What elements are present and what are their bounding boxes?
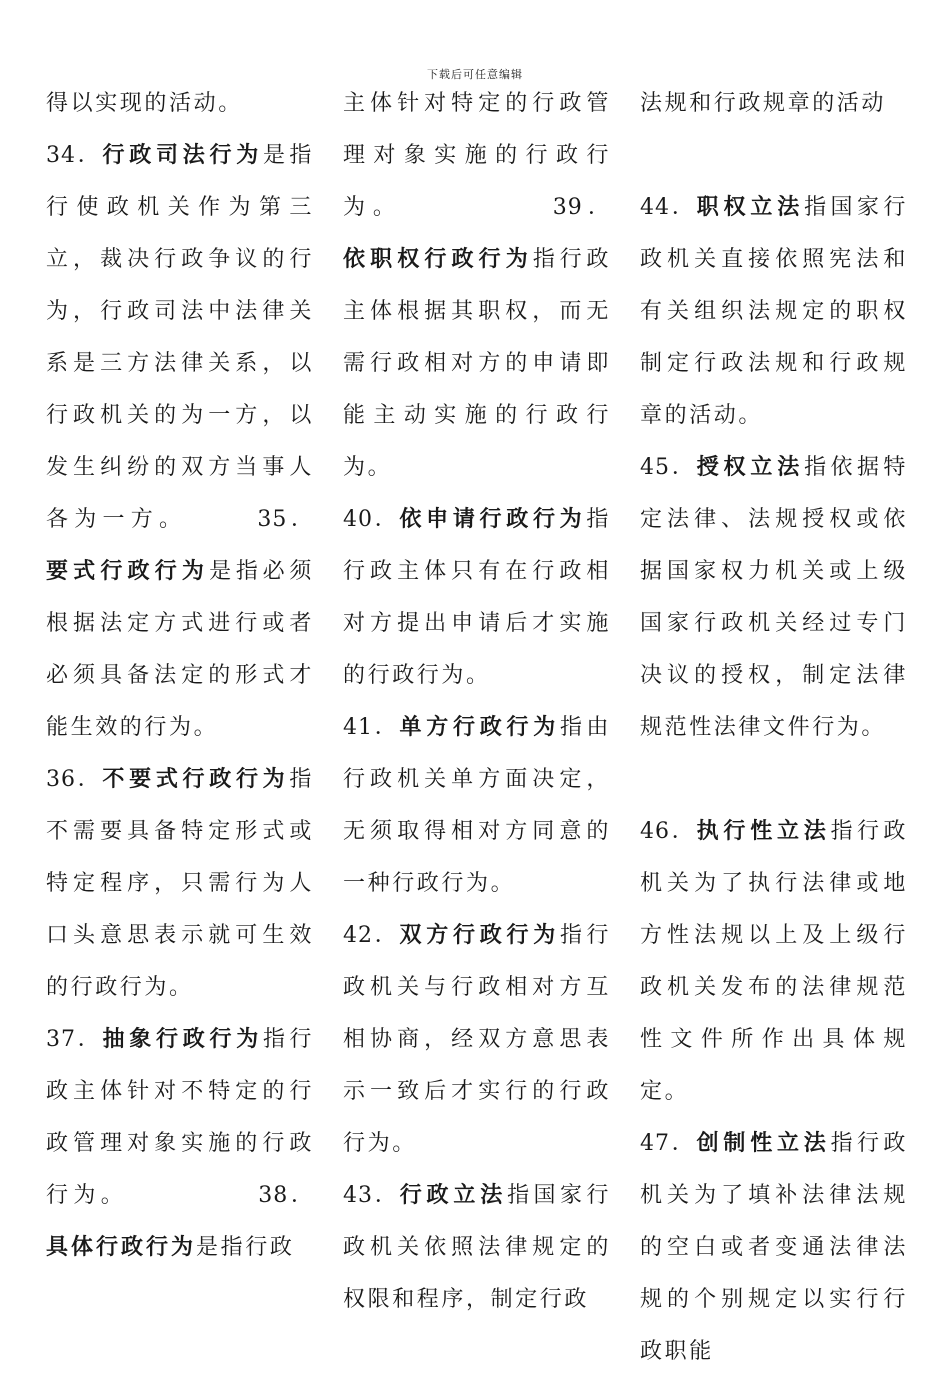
definition-text: 指不需要具备特定形式或特定程序，只需行为人口头意思表示就可生效的行政行为。 — [46, 767, 314, 1000]
definition-text: 指依据特定法律、法规授权或依据国家权力机关或上级国家行政机关经过专门决议的授权，制定法律规范性法律文件行为。 — [640, 455, 908, 740]
paragraph — [640, 78, 908, 130]
definition-text: 指国家行政机关直接依照宪法和有关组织法规定的职权制定行政法规和行政规章的活动。 — [640, 195, 908, 428]
entry-number: 45． — [640, 455, 697, 480]
term: 具体行政行为 — [46, 1235, 197, 1260]
term: 授权立法 — [696, 455, 805, 480]
term: 依申请行政行为 — [399, 507, 587, 532]
definition-text: 指行政机关为了填补法律法规的空白或者变通法律法规的个别规定以实行行政职能 — [640, 1131, 908, 1364]
definition-text: 指行政主体只有在行政相对方提出申请后才实施的行政行为。 — [343, 507, 611, 688]
entry-number: 40． — [343, 507, 400, 532]
definition-46 — [640, 806, 908, 1118]
paragraph — [343, 78, 611, 494]
entry-number: 39． — [552, 195, 611, 220]
entry-number: 41． — [343, 715, 400, 740]
definition-text: 是指行使政机关作为第三立，裁决行政争议的行为，行政司法中法律关系是三方法律关系，以行政机关的为一方，以发生纠纷的双方当事人各为一方。 — [46, 143, 315, 532]
term: 抽象行政行为 — [102, 1027, 264, 1052]
term: 要式行政行为 — [46, 559, 210, 584]
definition-text: 指行政机关为了执行法律或地方性法规以上及上级行政机关发布的法律规范性文件所作出具体规定。 — [640, 819, 908, 1104]
term: 双方行政行为 — [399, 923, 561, 948]
definition-40 — [343, 494, 611, 702]
entry-number: 36． — [46, 767, 103, 792]
definition-text: 指行政主体针对不特定的行政管理对象实施的行政行为。 — [46, 1027, 315, 1208]
definition-44 — [640, 182, 908, 442]
definition-34 — [46, 130, 314, 754]
term: 行政立法 — [399, 1183, 508, 1208]
definition-47 — [640, 1118, 908, 1378]
definition-text: 指行政主体根据其职权，而无需行政相对方的申请即能主动实施的行政行为。 — [343, 247, 611, 480]
definition-text: 指由行政机关单方面决定，无须取得相对方同意的一种行政行为。 — [343, 715, 612, 896]
page-header: 下载后可任意编辑 — [427, 68, 523, 81]
definition-36 — [46, 754, 314, 1014]
definition-text: 指行政机关与行政相对方互相协商，经双方意思表示一致后才实行的行政行为。 — [343, 923, 612, 1156]
term: 不要式行政行为 — [102, 767, 290, 792]
definition-43 — [343, 1170, 611, 1326]
entry-number: 43． — [343, 1183, 400, 1208]
entry-number: 46． — [640, 819, 697, 844]
term: 单方行政行为 — [399, 715, 561, 740]
definition-42 — [343, 910, 611, 1170]
entry-number: 44． — [640, 195, 697, 220]
column-left — [46, 78, 314, 1274]
term: 职权立法 — [696, 195, 805, 220]
entry-number: 35． — [257, 507, 314, 532]
intro-text: 法规和行政规章的活动 — [640, 91, 887, 116]
definition-45 — [640, 442, 908, 754]
entry-number: 42． — [343, 923, 400, 948]
term: 创制性立法 — [696, 1131, 831, 1156]
intro-text: 主体针对特定的行政管理对象实施的行政行为。 — [343, 91, 611, 220]
blank-line — [640, 130, 908, 182]
intro-text: 得以实现的活动。 — [46, 91, 243, 116]
entry-number: 47． — [640, 1131, 697, 1156]
definition-text: 是指必须根据法定方式进行或者必须具备法定的形式才能生效的行为。 — [46, 559, 314, 740]
blank-line — [640, 754, 908, 806]
entry-number: 37． — [46, 1027, 103, 1052]
term: 执行性立法 — [696, 819, 831, 844]
column-right — [640, 78, 908, 1378]
definition-text: 是指行政 — [196, 1235, 295, 1260]
term: 依职权行政行为 — [343, 247, 533, 272]
column-middle — [343, 78, 611, 1326]
paragraph — [46, 78, 314, 130]
definition-text: 指国家行政机关依照法律规定的权限和程序，制定行政 — [343, 1183, 611, 1312]
entry-number: 34． — [46, 143, 103, 168]
definition-41 — [343, 702, 611, 910]
term: 行政司法行为 — [102, 143, 264, 168]
definition-37 — [46, 1014, 314, 1274]
entry-number: 38． — [258, 1183, 314, 1208]
